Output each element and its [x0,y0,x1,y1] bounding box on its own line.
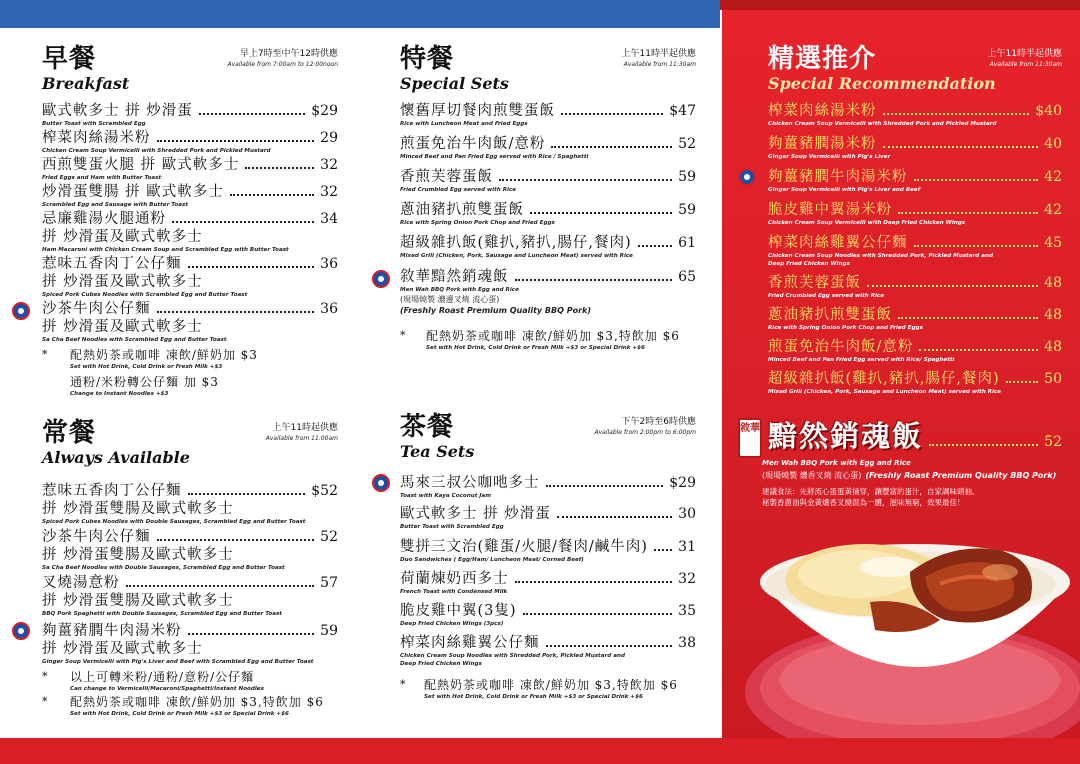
always-avail-zh: 上午11時起供應 [272,423,338,433]
menu-item [400,570,696,596]
item-description: Chicken Cream Soup Vermicelli with Shredded Pork and Pickled Mustard [42,148,271,154]
item-name-line2: 拼 炒滑蛋及歐式軟多士 [42,229,203,245]
item-description: Mixed Grill (Chicken, Pork, Sausage and Luncheon Meat) served with Rice [400,253,633,259]
menu-item [42,210,338,254]
item-name: 夠薑豬膶牛肉湯米粉 [42,623,182,639]
menu-item [768,201,1062,227]
bottom-red-band [0,738,1080,764]
menu-item [42,102,338,128]
bbq-pork-rice-photo [740,502,1080,738]
menu-item [400,268,696,316]
item-price: 52 [320,529,338,545]
recommendation-section [768,44,1062,444]
item-name: 香煎芙蓉蛋飯 [400,169,493,185]
note-text: 配熱奶茶或咖啡 凍飲/鮮奶加 $3,特飲加 $6 [424,678,678,692]
tea-availability [594,416,696,437]
item-price: 32 [678,571,696,587]
item-price: 59 [320,623,338,639]
item-name: 夠薑豬膶湯米粉 [768,136,877,152]
menu-item [42,255,338,299]
item-price: 31 [678,539,696,555]
menu-item [400,234,696,260]
item-name: 榨菜肉絲雞翼公仔麵 [768,235,908,251]
signature-logo-icon [372,270,390,288]
item-price: 57 [320,575,338,591]
item-name-line2: 拼 炒滑蛋雙腸及歐式軟多士 [42,593,234,609]
recommend-avail-zh: 上午11時半起供應 [987,49,1062,59]
menu-item [42,129,338,155]
always-avail-en: Available from 11:00am [265,435,338,442]
item-description: Ginger Soup Vermicelli with Pig's Liver and Beef [768,187,921,193]
item-description: Fried Crumbled Egg served with Rice [768,293,885,299]
special-title-zh: 特餐 [400,44,455,74]
item-description: Rice with Luncheon Meat and Fried Eggs [400,121,528,127]
always-title-zh: 常餐 [42,418,97,448]
item-name-line2: 拼 炒滑蛋雙腸及歐式軟多士 [42,547,234,563]
recommend-avail-en: Available from 11:30am [989,61,1062,68]
special-avail-en: Available from 11:30am [623,61,696,68]
item-description: Sa Cha Beef Noodles with Double Sausages, Scrambled Egg and Butter Toast [42,565,285,571]
item-price: 50 [1044,371,1062,387]
item-price: 32 [320,157,338,173]
item-name: 沙茶牛肉公仔麵 [42,529,151,545]
item-description: Minced Beef and Pan Fried Egg served with Rice/ Spaghetti [768,357,955,363]
menu-item [42,300,338,344]
item-description: Chicken Cream Soup Noodles with Shredded Pork, Pickled Mustard and [768,253,993,259]
menu-item [42,183,338,209]
item-description: Toast with Kaya Coconut Jam [400,493,492,499]
item-price: 29 [320,130,338,146]
set-note [400,678,696,701]
special-avail-zh: 上午11時半起供應 [621,49,696,59]
featured-dish-title: 黯然銷魂飯 [768,419,924,453]
item-description: Ginger Soup Vermicelli with Pig's Liver [768,154,891,160]
recommend-availability [988,48,1062,69]
note-description: Change to Instant Noodles +$3 [70,391,169,397]
item-name: 荷蘭煉奶西多士 [400,571,509,587]
featured-en-note: (Freshly Roast Premium Quality BBQ Pork) [865,471,1057,480]
item-price: $52 [311,483,338,499]
item-name: 忌廉雞湯火腿通粉 [42,211,166,227]
item-price: 30 [678,506,696,522]
note-star: * [42,695,48,708]
breakfast-avail-en: Available from 7:00am to 12:00noon [227,61,338,68]
item-description: Fried Eggs and Ham with Butter Toast [42,175,162,181]
menu-item [400,168,696,194]
dish-image [740,502,1080,738]
item-name: 西煎雙蛋火腿 拼 歐式軟多士 [42,157,240,173]
menu-item [42,156,338,182]
menu-item [42,574,338,618]
special-availability [622,48,696,69]
menu-item [768,370,1062,396]
item-name: 榨菜肉絲雞翼公仔麵 [400,635,540,651]
menu-item [768,168,1062,194]
note-text: 配熱奶茶或咖啡 凍飲/鮮奶加 $3,特飲加 $6 [426,329,680,343]
signature-logo-icon [12,302,30,320]
recommend-title-en: Special Recommendation [768,74,996,93]
item-price: 52 [678,136,696,152]
item-name: 蔥油豬扒煎雙蛋飯 [400,202,524,218]
menu-item [400,634,696,668]
recommend-title-zh: 精選推介 [768,44,877,74]
item-name: 煎蛋免治牛肉飯/意粉 [768,339,914,355]
featured-dish [768,414,1062,455]
item-description-line2: Deep Fried Chicken Wings [768,261,850,267]
note-star: * [400,678,406,691]
item-description: Ham Macaroni with Chicken Cream Soup and Scrambled Egg with Butter Toast [42,247,289,253]
serving-suggestion-line1: 建議食法：先將流心蛋蛋黃捅穿，讓豐富的蛋汁，自家調味頭抽、 [762,487,980,496]
item-name-line2: 拼 炒滑蛋及歐式軟多士 [42,319,203,335]
note-description: Set with Hot Drink, Cold Drink or Fresh Milk +$3 or Special Drink +$6 [426,345,645,351]
menu-item [400,602,696,628]
item-price: 45 [1044,235,1062,251]
featured-dish-price: 52 [1044,434,1062,450]
item-description: Rice with Spring Onion Pork Chop and Fried Eggs [400,220,555,226]
breakfast-avail-zh: 早上7時至中午12時供應 [239,49,338,59]
item-name: 香煎芙蓉蛋飯 [768,275,861,291]
tea-sets-section [400,412,696,712]
item-description: Sa Cha Beef Noodles with Scrambled Egg and Butter Toast [42,337,227,343]
item-description: Ginger Soup Vermicelli with Pig's Liver and Beef with Scrambled Egg and Butter Toast [42,659,314,665]
menu-item [400,474,696,500]
item-name: 歐式軟多士 拼 炒滑蛋 [42,103,193,119]
menu-item [768,135,1062,161]
item-price: 48 [1044,339,1062,355]
item-note-zh: (現場燒製 濃邊叉燒 流心蛋) [400,295,500,304]
item-price: 40 [1044,136,1062,152]
note-description: Set with Hot Drink, Cold Drink or Fresh Milk +$3 [70,364,223,370]
item-price: 35 [678,603,696,619]
special-sets-section [400,44,696,364]
menu-item [42,622,338,666]
special-title-en: Special Sets [400,74,509,93]
note-description: Set with Hot Drink, Cold Drink or Fresh Milk +$3 or Special Drink +$6 [70,711,289,717]
top-blue-band [0,0,720,28]
note-text: 通粉/米粉轉公仔麵 加 $3 [70,375,219,389]
note-description: Set with Hot Drink, Cold Drink or Fresh Milk +$3 or Special Drink +$6 [424,694,643,700]
note-text: 以上可轉米粉/通粉/意粉/公仔麵 [70,670,255,684]
item-description: Spiced Pork Cubes Noodles with Double Sausages, Scrambled Egg and Butter Toast [42,519,306,525]
item-price: 48 [1044,275,1062,291]
item-price: 59 [678,169,696,185]
always-title-en: Always Available [42,448,190,467]
menu-item [42,528,338,572]
item-description: BBQ Pork Spaghetti with Double Sausages, Scrambled Egg and Butter Toast [42,611,282,617]
note-star: * [42,348,48,361]
item-name: 榨菜肉絲湯米粉 [768,103,877,119]
menu-item [768,306,1062,332]
item-name: 超級雜扒飯(雞扒,豬扒,腸仔,餐肉) [768,371,1000,387]
featured-en: Men Wah BBQ Pork with Egg and Rice [762,459,911,467]
item-description-line2: Deep Fried Chicken Wings [400,661,482,667]
item-price: 32 [320,184,338,200]
signature-logo-icon [372,474,390,492]
item-name: 榨菜肉絲湯米粉 [42,130,151,146]
item-description: Butter Toast with Scrambled Egg [42,121,146,127]
menu-item [42,482,338,526]
menu-item [400,135,696,161]
item-description: Scrambled Egg and Sausage with Butter Toast [42,202,188,208]
item-name-line2: 拼 炒滑蛋雙腸及歐式軟多士 [42,501,234,517]
menu-item [400,102,696,128]
item-price: 36 [320,301,338,317]
item-price: 61 [678,235,696,251]
item-description: Chicken Cream Soup Vermicelli with Deep Fried Chicken Wings [768,220,966,226]
always-available-section [42,418,338,728]
item-price: 48 [1044,307,1062,323]
set-note [42,695,338,718]
item-price: 38 [678,635,696,651]
menu-item [768,102,1062,128]
breakfast-title-zh: 早餐 [42,44,97,74]
item-name: 敘華黯然銷魂飯 [400,269,509,285]
top-red-band [720,0,1080,10]
set-note [42,348,338,371]
item-price: 34 [320,211,338,227]
item-description: Mixed Grill (Chicken, Pork, Sausage and Luncheon Meat) served with Rice [768,389,1001,395]
menu-item [768,234,1062,268]
item-price: 65 [678,269,696,285]
item-name: 蔥油豬扒煎雙蛋飯 [768,307,892,323]
item-name: 叉燒湯意粉 [42,575,120,591]
item-name: 雙拼三文治(雞蛋/火腿/餐肉/鹹牛肉) [400,539,648,555]
item-price: 42 [1044,169,1062,185]
item-name: 懷舊厚切餐肉煎雙蛋飯 [400,103,555,119]
menu-item [768,338,1062,364]
item-price: 59 [678,202,696,218]
item-description: Duo Sandwiches ( Egg/Ham/ Luncheon Meat/ Corned Beef) [400,557,584,563]
item-name-line2: 拼 炒滑蛋及歐式軟多士 [42,641,203,657]
set-note [42,670,338,693]
signature-logo-icon [12,622,30,640]
item-price: $29 [669,475,696,491]
item-name: 脆皮雞中翼(3隻) [400,603,517,619]
item-note-en: (Freshly Roast Premium Quality BBQ Pork) [400,306,591,315]
item-name: 夠薑豬膶牛肉湯米粉 [768,169,908,185]
menu-item [400,538,696,564]
item-description: Minced Beef and Pan Fried Egg served with Rice / Spaghetti [400,154,589,160]
featured-dish-details [762,458,1072,508]
set-note [400,329,696,352]
item-name: 超級雜扒飯(雞扒,豬扒,腸仔,餐肉) [400,235,632,251]
menu-item [400,505,696,531]
serving-suggestion-line2: 秘製香蔥油與金黃燶香叉燒混為一體，滋味無窮，效果最佳！ [762,498,965,507]
item-description: Butter Toast with Scrambled Egg [400,524,504,530]
signature-logo-icon [738,168,756,186]
tea-title-en: Tea Sets [400,442,475,461]
item-price: $40 [1035,103,1062,119]
menu-item [768,274,1062,300]
item-name: 馬來三叔公咖吔多士 [400,475,540,491]
note-star: * [42,670,48,683]
item-description: Deep Fried Chicken Wings (3pcs) [400,621,504,627]
note-star: * [400,329,406,342]
item-description: Spiced Pork Cubes Noodles with Scrambled Egg and Butter Toast [42,292,248,298]
menu-item [400,201,696,227]
item-name-line2: 拼 炒滑蛋及歐式軟多士 [42,274,203,290]
item-price: 36 [320,256,338,272]
item-name: 惹味五香肉丁公仔麵 [42,483,182,499]
tea-avail-en: Available from 2:00pm to 6:00pm [594,429,696,436]
brand-badge: 敘華 [738,418,762,458]
note-description: Can change to Vermicelli/Macaroni/Spaghetti/Instant Noodles [70,686,264,692]
item-name: 煎蛋免治牛肉飯/意粉 [400,136,546,152]
item-description: Rice with Spring Onion Pork Chop and Fried Eggs [768,325,923,331]
breakfast-title-en: Breakfast [42,74,130,93]
item-price: 42 [1044,202,1062,218]
note-text: 配熱奶茶或咖啡 凍飲/鮮奶加 $3,特飲加 $6 [70,695,324,709]
item-name: 脆皮雞中翼湯米粉 [768,202,892,218]
note-text: 配熱奶茶或咖啡 凍飲/鮮奶加 $3 [70,348,258,362]
item-name: 沙茶牛肉公仔麵 [42,301,151,317]
item-description: Fried Crumbled Egg served with Rice [400,187,517,193]
breakfast-availability [228,48,339,69]
item-name: 惹味五香肉丁公仔麵 [42,256,182,272]
set-note [42,375,338,398]
item-description: Chicken Cream Soup Vermicelli with Shredded Pork and Pickled Mustard [768,121,997,127]
tea-avail-zh: 下午2時至6時供應 [621,417,696,427]
item-price: $29 [311,103,338,119]
tea-title-zh: 茶餐 [400,412,455,442]
breakfast-section [42,44,338,404]
item-description: Men Wah BBQ Pork with Egg and Rice [400,287,519,293]
item-name: 歐式軟多士 拼 炒滑蛋 [400,506,551,522]
item-description: French Toast with Condensed Milk [400,589,508,595]
featured-zh-note: (現場燒製 燶香叉燒 流心蛋) [762,471,862,480]
item-price: $47 [669,103,696,119]
always-availability [266,422,338,443]
item-name: 炒滑蛋雙腸 拼 歐式軟多士 [42,184,224,200]
item-description: Chicken Cream Soup Noodles with Shredded Pork, Pickled Mustard and [400,653,625,659]
